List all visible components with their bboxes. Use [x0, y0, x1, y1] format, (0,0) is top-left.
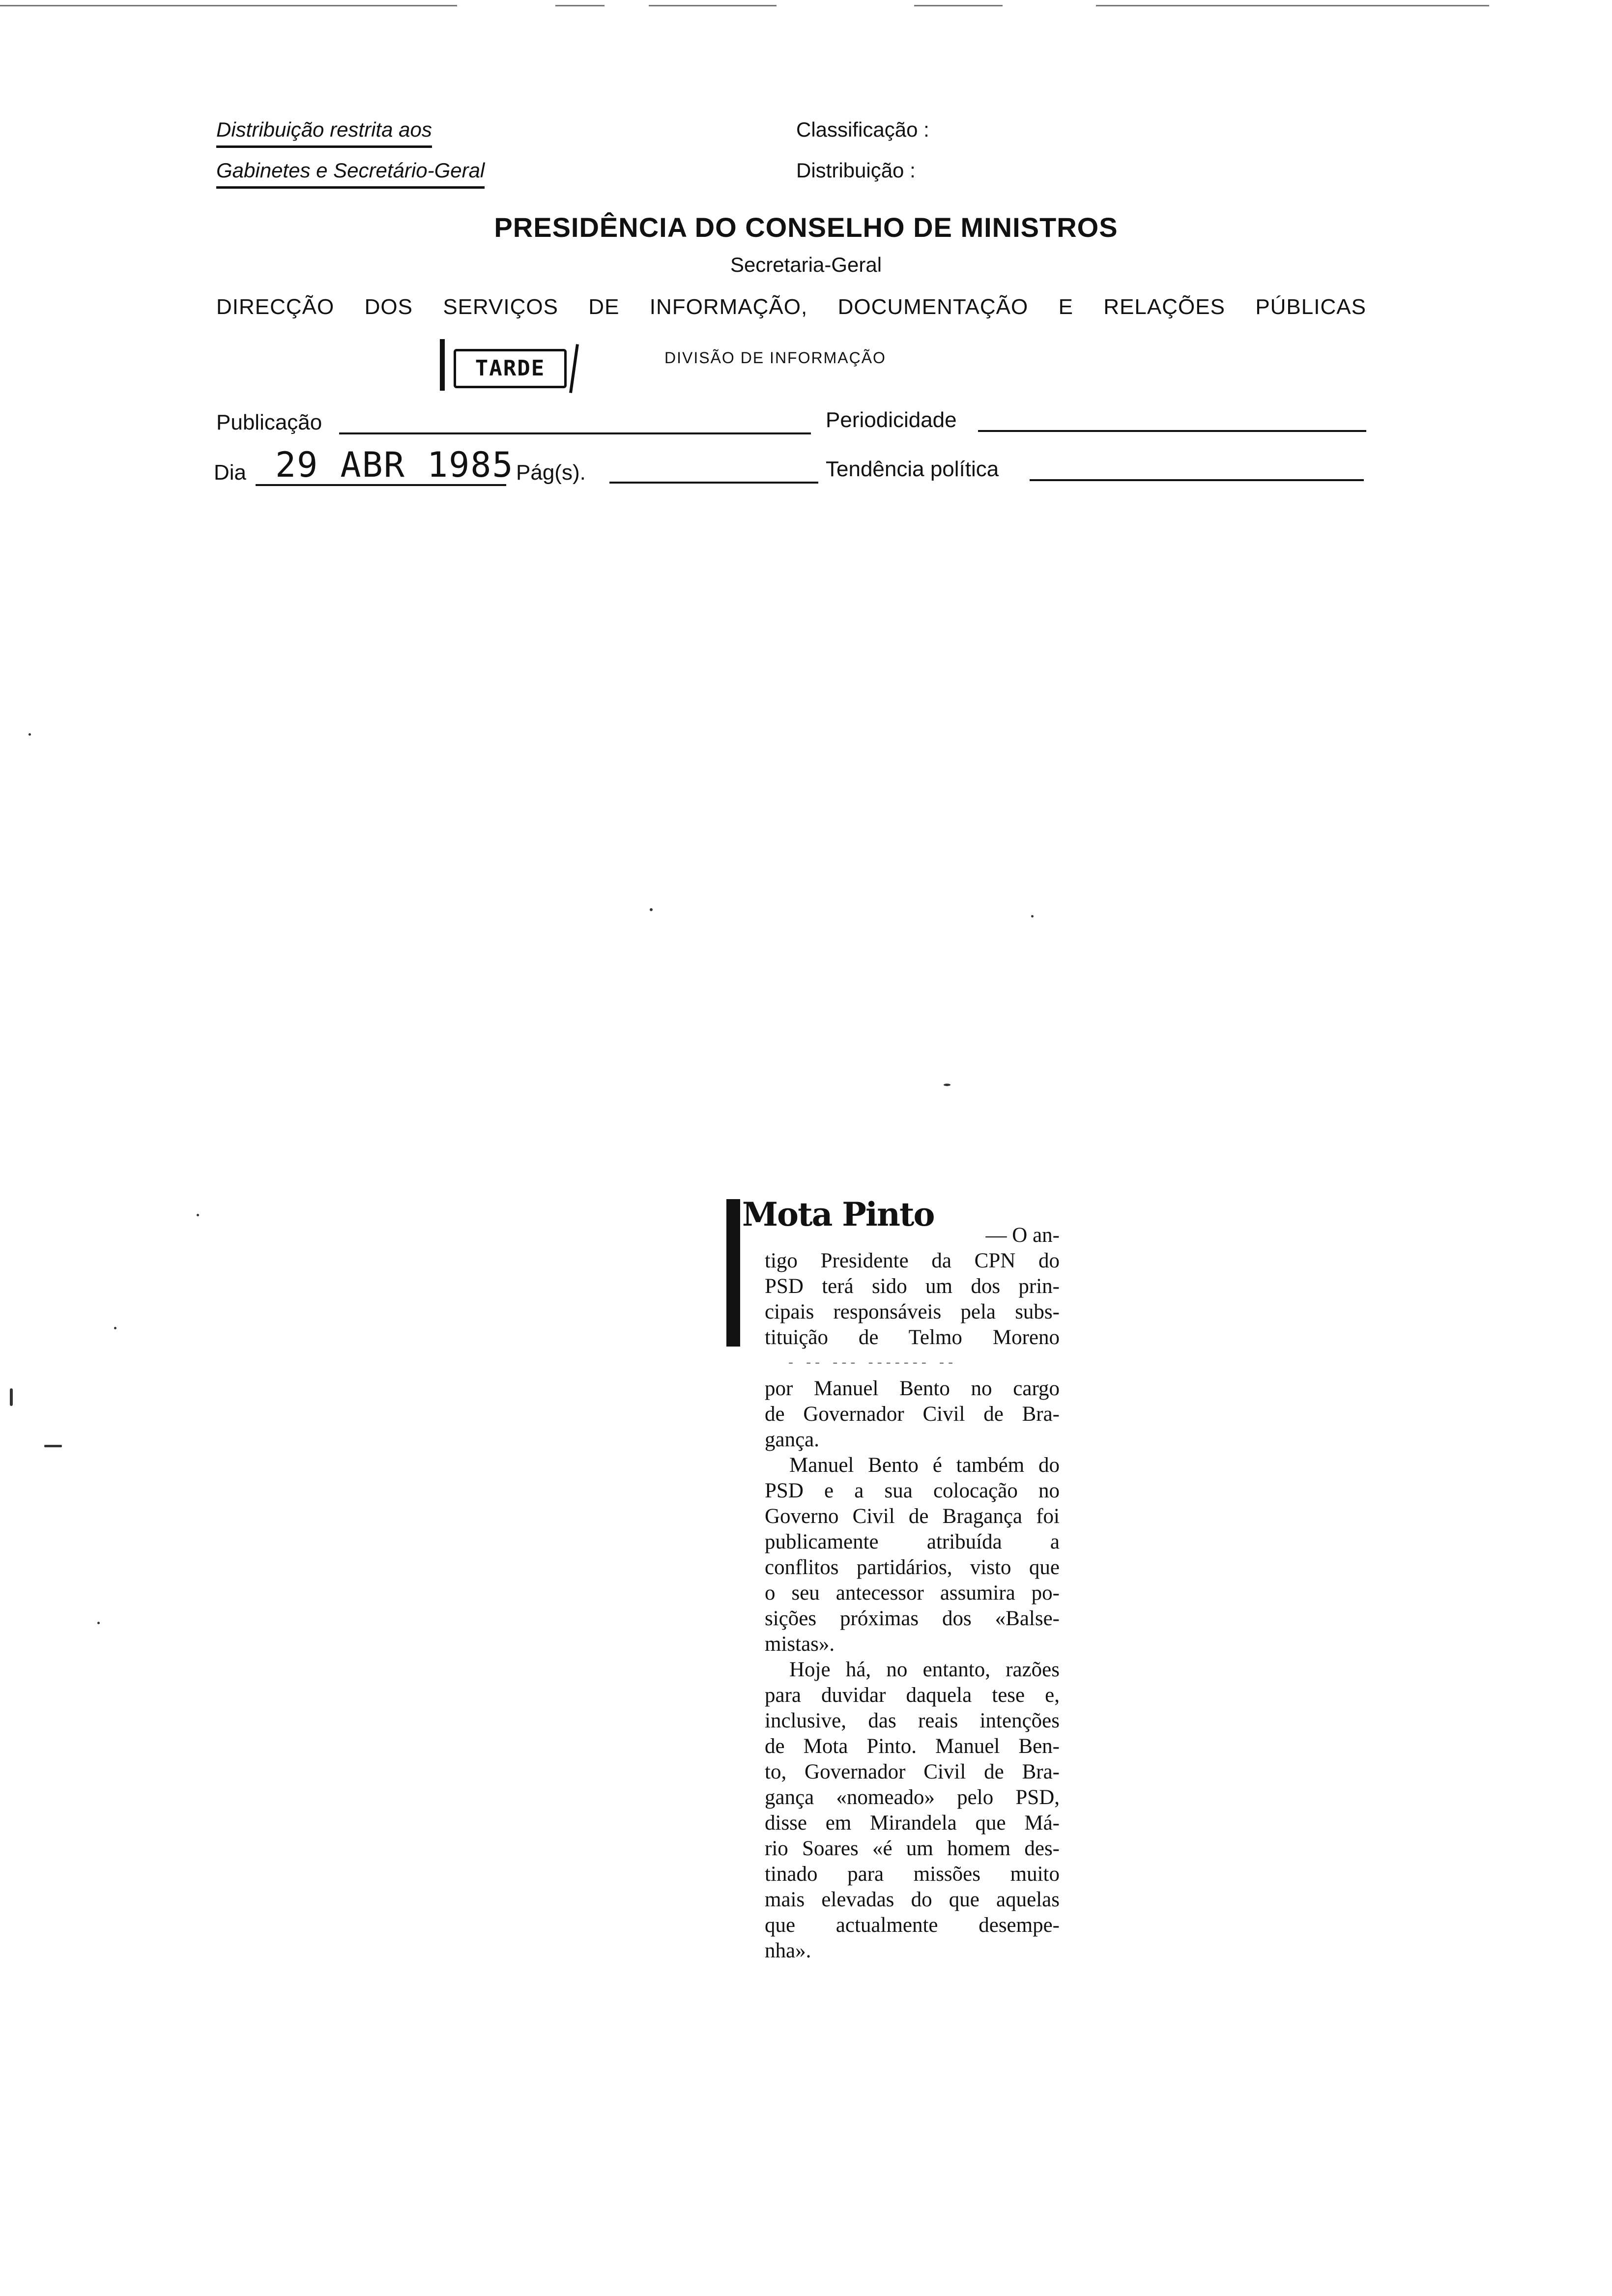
clipping-line: mais elevadas do que aquelas	[765, 1888, 1060, 1911]
scan-speck	[44, 1445, 62, 1447]
direccao-word: DIRECÇÃO	[216, 295, 335, 319]
clipping-line: conflitos partidários, visto que	[765, 1556, 1060, 1579]
direccao-word: E	[1058, 295, 1073, 319]
publicacao-field	[339, 432, 811, 434]
direccao-word: SERVIÇOS	[443, 295, 558, 319]
direccao-word: PÚBLICAS	[1255, 295, 1366, 319]
clipping-line: disse em Mirandela que Má-	[765, 1811, 1060, 1835]
clipping-margin-bar	[726, 1199, 740, 1347]
direccao-heading	[216, 295, 1366, 319]
clipping-heading-handwritten: Mota Pinto	[742, 1195, 934, 1234]
scan-speck	[1031, 915, 1034, 918]
pags-label: Pág(s).	[516, 460, 586, 485]
clipping-line: publicamente atribuída a	[765, 1530, 1060, 1553]
clipping-line: sições próximas dos «Balse-	[765, 1607, 1060, 1630]
clipping-line: rio Soares «é um homem des-	[765, 1837, 1060, 1860]
scan-speck	[29, 733, 31, 736]
clipping-line: Hoje há, no entanto, razões	[789, 1658, 1060, 1681]
direccao-word: INFORMAÇÃO,	[649, 295, 808, 319]
scan-speck	[650, 908, 653, 911]
direccao-word: DE	[588, 295, 620, 319]
direccao-word: DOS	[364, 295, 413, 319]
scan-artifact-line	[0, 5, 457, 6]
distribuicao-label: Distribuição :	[796, 159, 916, 182]
dia-value: 29 ABR 1985	[275, 445, 514, 485]
clipping-line: cipais responsáveis pela subs-	[765, 1300, 1060, 1323]
direccao-word: DOCUMENTAÇÃO	[837, 295, 1029, 319]
clipping-line: — O an-	[985, 1224, 1060, 1247]
clipping-line: de Governador Civil de Bra-	[765, 1403, 1060, 1426]
clipping-line: que actualmente desempe-	[765, 1914, 1060, 1937]
pags-field	[609, 482, 818, 484]
clipping-cut-mark: - -- --- ------- --	[786, 1354, 955, 1371]
newspaper-stamp	[440, 334, 587, 393]
clipping-line: tigo Presidente da CPN do	[765, 1249, 1060, 1272]
clipping-line: nha».	[765, 1939, 811, 1962]
publicacao-label: Publicação	[216, 410, 322, 434]
clipping-line: mistas».	[765, 1633, 835, 1656]
scan-artifact-line	[914, 5, 1003, 6]
clipping-line: inclusive, das reais intenções	[765, 1709, 1060, 1732]
scan-speck	[10, 1388, 13, 1406]
clipping-line: PSD terá sido um dos prin-	[765, 1275, 1060, 1298]
clipping-text-block-1	[765, 1223, 1060, 1350]
stamp-mark	[569, 344, 579, 393]
clipping-line: Governo Civil de Bragança foi	[765, 1505, 1060, 1528]
clipping-text-block-2	[765, 1376, 1060, 1964]
scan-artifact-line	[555, 5, 604, 6]
tendencia-label: Tendência política	[826, 457, 999, 481]
classificacao-label: Classificação :	[796, 118, 929, 141]
scan-artifact-line	[649, 5, 777, 6]
periodicidade-label: Periodicidade	[826, 408, 957, 432]
scan-speck	[114, 1327, 116, 1329]
clipping-line: tinado para missões muito	[765, 1863, 1060, 1886]
dia-label: Dia	[214, 460, 247, 485]
clipping-line: gança «nomeado» pelo PSD,	[765, 1786, 1060, 1809]
scan-speck	[197, 1214, 199, 1216]
clipping-line: gança.	[765, 1428, 820, 1451]
clipping-line: por Manuel Bento no cargo	[765, 1377, 1060, 1400]
clipping-line: de Mota Pinto. Manuel Ben-	[765, 1735, 1060, 1758]
clipping-line: Manuel Bento é também do	[789, 1454, 1060, 1477]
page-title: PRESIDÊNCIA DO CONSELHO DE MINISTROS	[494, 212, 1118, 243]
direccao-word: RELAÇÕES	[1103, 295, 1225, 319]
clipping-line: PSD e a sua colocação no	[765, 1479, 1060, 1502]
scan-artifact-line	[1096, 5, 1489, 6]
clipping-line: o seu antecessor assumira po-	[765, 1581, 1060, 1605]
stamp-text: TARDE	[454, 349, 567, 388]
stamp-mark	[440, 339, 445, 391]
tendencia-field	[1030, 479, 1364, 481]
clipping-line: tituição de Telmo Moreno	[765, 1326, 1060, 1349]
clipping-line: to, Governador Civil de Bra-	[765, 1760, 1060, 1783]
periodicidade-field	[978, 430, 1366, 432]
scan-speck	[944, 1084, 950, 1086]
scan-speck	[97, 1622, 100, 1624]
clipping-line: para duvidar daquela tese e,	[765, 1684, 1060, 1707]
page-subtitle: Secretaria-Geral	[730, 253, 882, 276]
divisao-heading: DIVISÃO DE INFORMAÇÃO	[664, 349, 886, 367]
distribution-note-line1: Distribuição restrita aos	[216, 118, 432, 148]
distribution-note-line2: Gabinetes e Secretário-Geral	[216, 159, 485, 189]
